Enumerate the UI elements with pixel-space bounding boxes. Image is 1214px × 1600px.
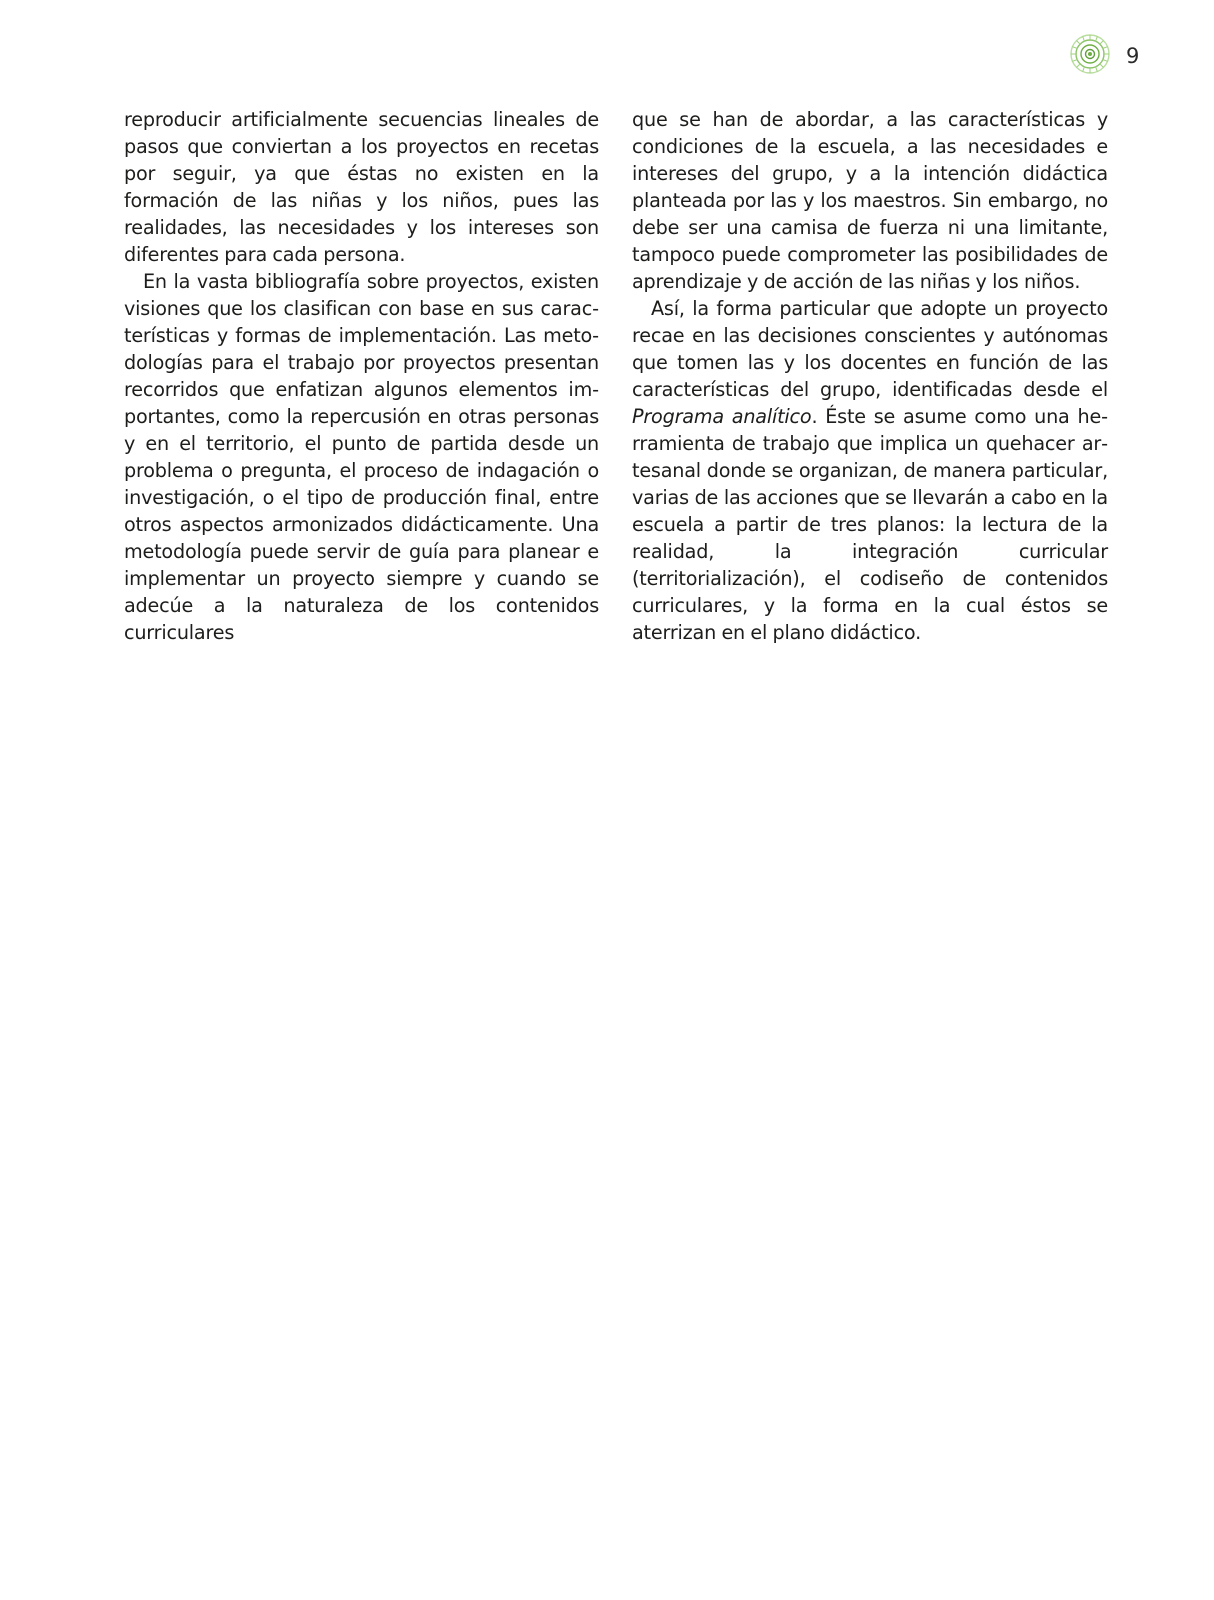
green-sun-icon (1069, 33, 1111, 75)
italic-program-title: Programa analítico (632, 405, 812, 428)
paragraph-text: Así, la forma particular que adopte un proyecto recae en las decisiones conscientes y autónomas que tomen las y los docentes en función de las características del grupo, identificadas desde el (632, 297, 1108, 401)
paragraph (632, 295, 1108, 646)
right-text-column (632, 106, 1108, 646)
page-number: 9 (1126, 44, 1140, 68)
paragraph: reproducir artificialmente secuencias lineales de pasos que conviertan a los proyectos en recetas por seguir, ya que éstas no existen en la formación de las niñas y los niños, pues las realidades, las necesidades y los intereses son diferentes para cada persona. (124, 108, 599, 266)
paragraph-text: . Éste se asume como una herramienta de trabajo que implica un quehacer artesanal donde se organizan, de manera particular, varias de las acciones que se llevarán a cabo en la escuela a partir de tres planos: la lectura de la realidad, la integración curricular (territorialización), el codiseño de contenidos curriculares, y la forma en la cual éstos se aterrizan en el plano didáctico. (632, 405, 1108, 644)
left-text-column (124, 106, 599, 646)
paragraph: En la vasta bibliografía sobre proyectos, existen visiones que los clasifican con base en sus características y formas de implementación. Las metodologías para el trabajo por proyectos presentan recorridos que enfatizan algunos elementos importantes, como la repercusión en otras personas y en el territorio, el punto de partida desde un problema o pregunta, el proceso de indagación o investigación, o el tipo de producción final, entre otros aspectos armonizados didácticamente. Una metodología puede servir de guía para planear e implementar un proyecto siempre y cuando se adecúe a la naturaleza de los contenidos curriculares (124, 270, 599, 644)
paragraph: que se han de abordar, a las características y condiciones de la escuela, a las necesidades e intereses del grupo, y a la intención didáctica planteada por las y los maestros. Sin embargo, no debe ser una camisa de fuerza ni una limitante, tampoco puede comprometer las posibilidades de aprendizaje y de acción de las niñas y los niños. (632, 108, 1108, 293)
